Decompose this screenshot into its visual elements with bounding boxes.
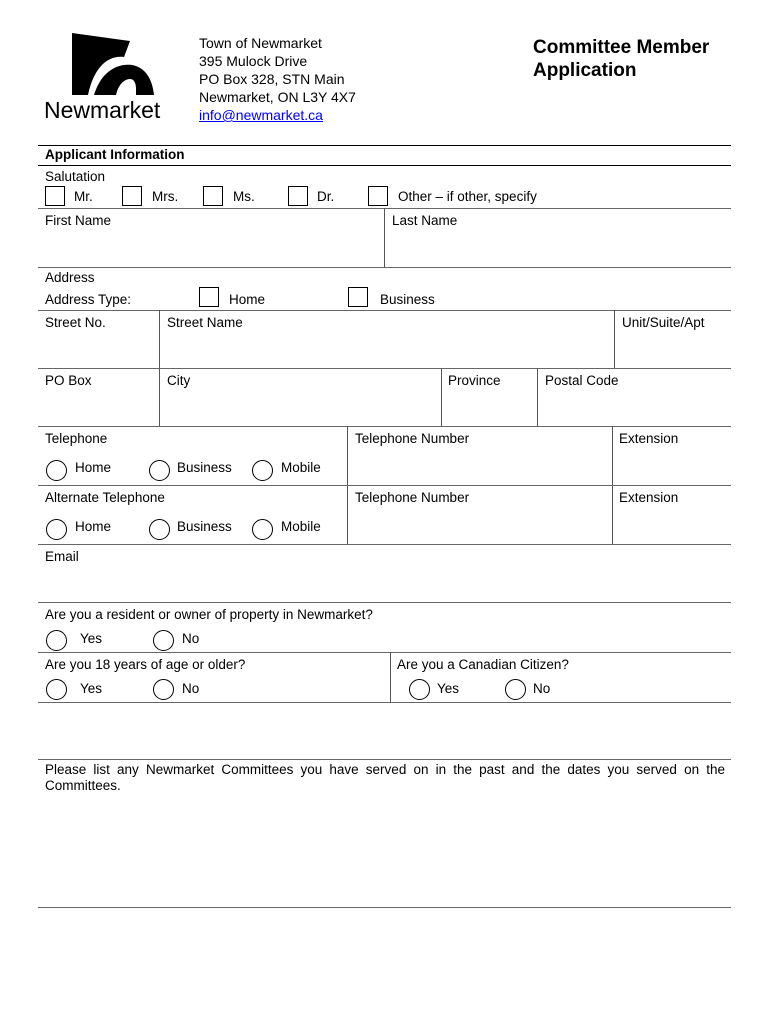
committees-answer-area[interactable]: [38, 907, 731, 908]
unit-label: Unit/Suite/Apt: [622, 315, 705, 330]
org-city: Newmarket, ON L3Y 4X7: [199, 89, 356, 105]
org-name: Town of Newmarket: [199, 35, 322, 51]
address-business-label: Business: [380, 292, 435, 307]
province-label: Province: [448, 373, 501, 388]
divider: [38, 759, 731, 760]
salutation-ms-checkbox[interactable]: [203, 186, 223, 206]
resident-no-radio[interactable]: [153, 630, 174, 651]
address-business-checkbox[interactable]: [348, 287, 368, 307]
salutation-mr-label: Mr.: [74, 189, 93, 204]
resident-yes-label: Yes: [80, 631, 103, 646]
alt-telephone-business-radio[interactable]: [149, 519, 170, 540]
logo-wordmark: Newmarket: [44, 97, 161, 123]
age-no-label: No: [182, 681, 200, 696]
email-label: Email: [45, 549, 79, 564]
alt-telephone-mobile-label: Mobile: [281, 519, 321, 534]
resident-question: Are you a resident or owner of property in Newmarket?: [45, 607, 373, 622]
salutation-dr-checkbox[interactable]: [288, 186, 308, 206]
telephone-home-radio[interactable]: [46, 460, 67, 481]
org-street: 395 Mulock Drive: [199, 53, 308, 69]
telephone-extension-label: Extension: [619, 431, 679, 446]
section-top-rule: [38, 145, 731, 146]
divider: [38, 267, 731, 268]
citizen-yes-label: Yes: [437, 681, 460, 696]
salutation-mr-checkbox[interactable]: [45, 186, 65, 206]
telephone-business-label: Business: [177, 460, 232, 475]
age-no-radio[interactable]: [153, 679, 174, 700]
alt-telephone-mobile-radio[interactable]: [252, 519, 273, 540]
section-title: Applicant Information: [45, 147, 185, 162]
section-bottom-rule: [38, 165, 731, 166]
resident-yes-radio[interactable]: [46, 630, 67, 651]
salutation-other-checkbox[interactable]: [368, 186, 388, 206]
street-name-label: Street Name: [167, 315, 243, 330]
age-question: Are you 18 years of age or older?: [45, 657, 246, 672]
telephone-home-label: Home: [75, 460, 112, 475]
telephone-business-radio[interactable]: [149, 460, 170, 481]
street-no-label: Street No.: [45, 315, 106, 330]
divider: [38, 426, 731, 427]
postal-code-label: Postal Code: [545, 373, 619, 388]
citizen-no-radio[interactable]: [505, 679, 526, 700]
alt-telephone-number-label: Telephone Number: [355, 490, 470, 505]
po-box-label: PO Box: [45, 373, 92, 388]
divider: [38, 485, 731, 486]
alt-telephone-home-radio[interactable]: [46, 519, 67, 540]
divider: [38, 652, 731, 653]
org-email-link[interactable]: info@newmarket.ca: [199, 107, 323, 123]
divider: [390, 652, 391, 702]
address-home-label: Home: [229, 292, 266, 307]
alt-telephone-business-label: Business: [177, 519, 232, 534]
salutation-mrs-checkbox[interactable]: [122, 186, 142, 206]
alt-telephone-home-label: Home: [75, 519, 112, 534]
form-title-line1: Committee Member: [533, 37, 710, 58]
form-title-line2: Application: [533, 60, 637, 81]
divider: [38, 602, 731, 603]
divider: [38, 702, 731, 703]
telephone-number-label: Telephone Number: [355, 431, 470, 446]
divider: [614, 310, 615, 368]
salutation-other-label: Other – if other, specify: [398, 189, 537, 204]
citizen-yes-radio[interactable]: [409, 679, 430, 700]
last-name-label: Last Name: [392, 213, 458, 228]
divider: [441, 368, 442, 426]
age-yes-radio[interactable]: [46, 679, 67, 700]
city-label: City: [167, 373, 191, 388]
telephone-label: Telephone: [45, 431, 108, 446]
divider: [38, 310, 731, 311]
salutation-ms-label: Ms.: [233, 189, 255, 204]
newmarket-logo: [68, 33, 158, 95]
divider: [38, 368, 731, 369]
telephone-mobile-radio[interactable]: [252, 460, 273, 481]
citizen-no-label: No: [533, 681, 551, 696]
salutation-dr-label: Dr.: [317, 189, 335, 204]
address-type-label: Address Type:: [45, 292, 132, 307]
first-name-label: First Name: [45, 213, 112, 228]
alt-telephone-label: Alternate Telephone: [45, 490, 165, 505]
citizen-question: Are you a Canadian Citizen?: [397, 657, 569, 672]
divider: [537, 368, 538, 426]
salutation-mrs-label: Mrs.: [152, 189, 179, 204]
salutation-label: Salutation: [45, 169, 106, 184]
divider: [38, 544, 731, 545]
alt-telephone-extension-label: Extension: [619, 490, 679, 505]
address-label: Address: [45, 270, 95, 285]
address-home-checkbox[interactable]: [199, 287, 219, 307]
org-pobox: PO Box 328, STN Main: [199, 71, 345, 87]
divider: [384, 208, 385, 267]
age-yes-label: Yes: [80, 681, 103, 696]
committees-prompt: Please list any Newmarket Committees you have served on in the past and the dates you served on the Committees.: [45, 762, 725, 793]
resident-no-label: No: [182, 631, 200, 646]
telephone-mobile-label: Mobile: [281, 460, 321, 475]
